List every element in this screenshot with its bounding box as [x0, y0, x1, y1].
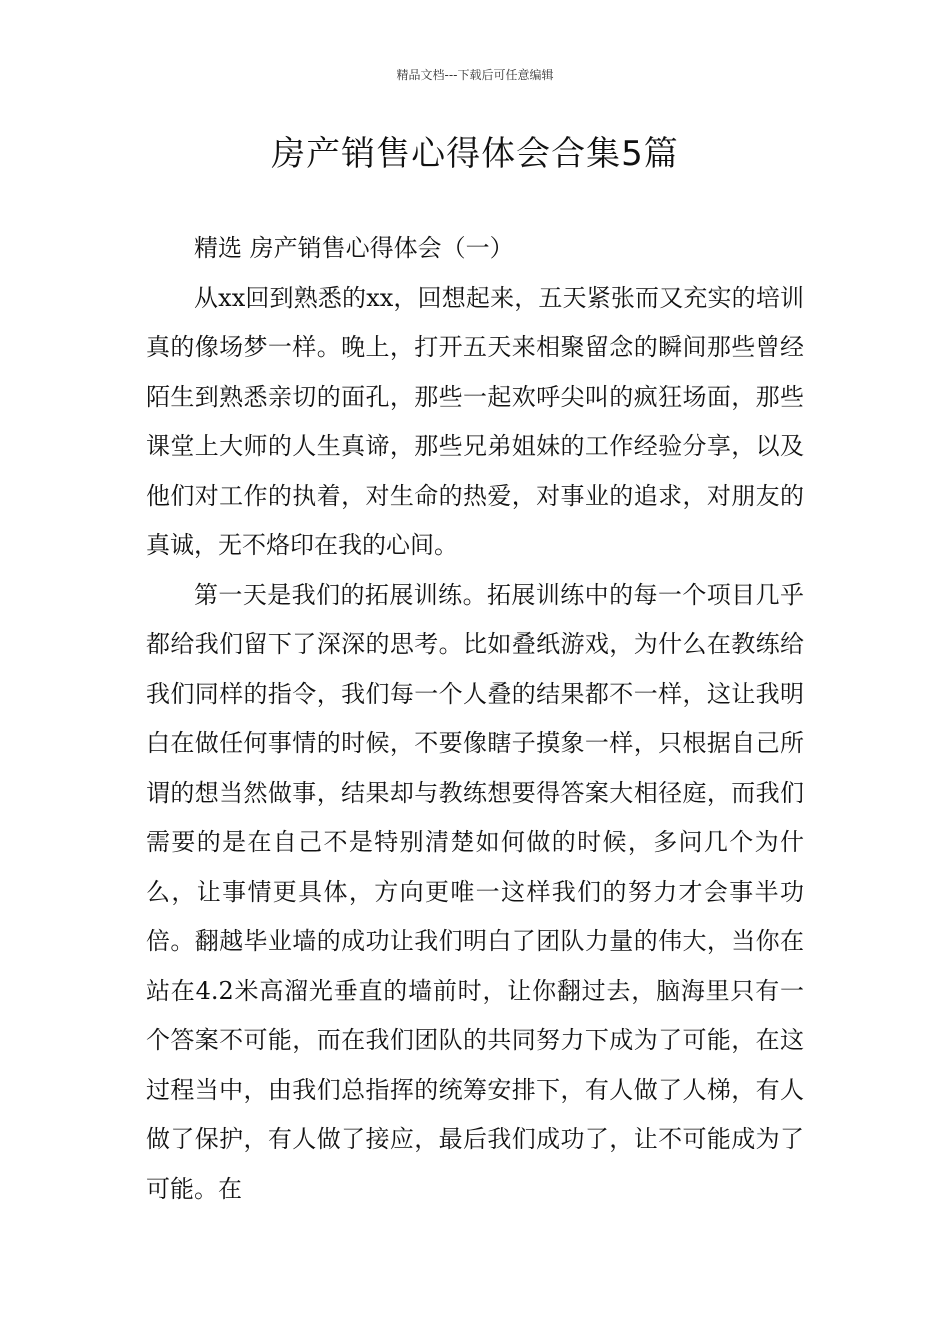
header-note: 精品文档---下载后可任意编辑: [396, 68, 554, 82]
paragraph-2: 第一天是我们的拓展训练。拓展训练中的每一个项目几乎都给我们留下了深深的思考。比如叠纸游戏，为什么在教练给我们同样的指令，我们每一个人叠的结果都不一样，这让我明白在做任何事情的时候，不要像瞎子摸象一样，只根据自己所谓的想当然做事，结果却与教练想要得答案大相径庭，而我们需要的是在自己不是特别清楚如何做的时候，多问几个为什么，让事情更具体，方向更唯一这样我们的努力才会事半功倍。翻越毕业墙的成功让我们明白了团队力量的伟大，当你在站在4.2米高溜光垂直的墙前时，让你翻过去，脑海里只有一个答案不可能，而在我们团队的共同努力下成为了可能，在这过程当中，由我们总指挥的统筹安排下，有人做了人梯，有人做了保护，有人做了接应，最后我们成功了，让不可能成为了可能。在: [146, 580, 804, 1203]
paragraph-1: 从xx回到熟悉的xx，回想起来，五天紧张而又充实的培训真的像场梦一样。晚上，打开五天来相聚留念的瞬间那些曾经陌生到熟悉亲切的面孔，那些一起欢呼尖叫的疯狂场面，那些课堂上大师的人生真谛，那些兄弟姐妹的工作经验分享，以及他们对工作的执着，对生命的热爱，对事业的追求，对朋友的真诚，无不烙印在我的心间。: [146, 283, 804, 559]
section-heading: 精选 房产销售心得体会（一）: [194, 234, 514, 262]
document-title: 房产销售心得体会合集5篇: [271, 134, 679, 174]
document-body: [146, 224, 804, 1214]
